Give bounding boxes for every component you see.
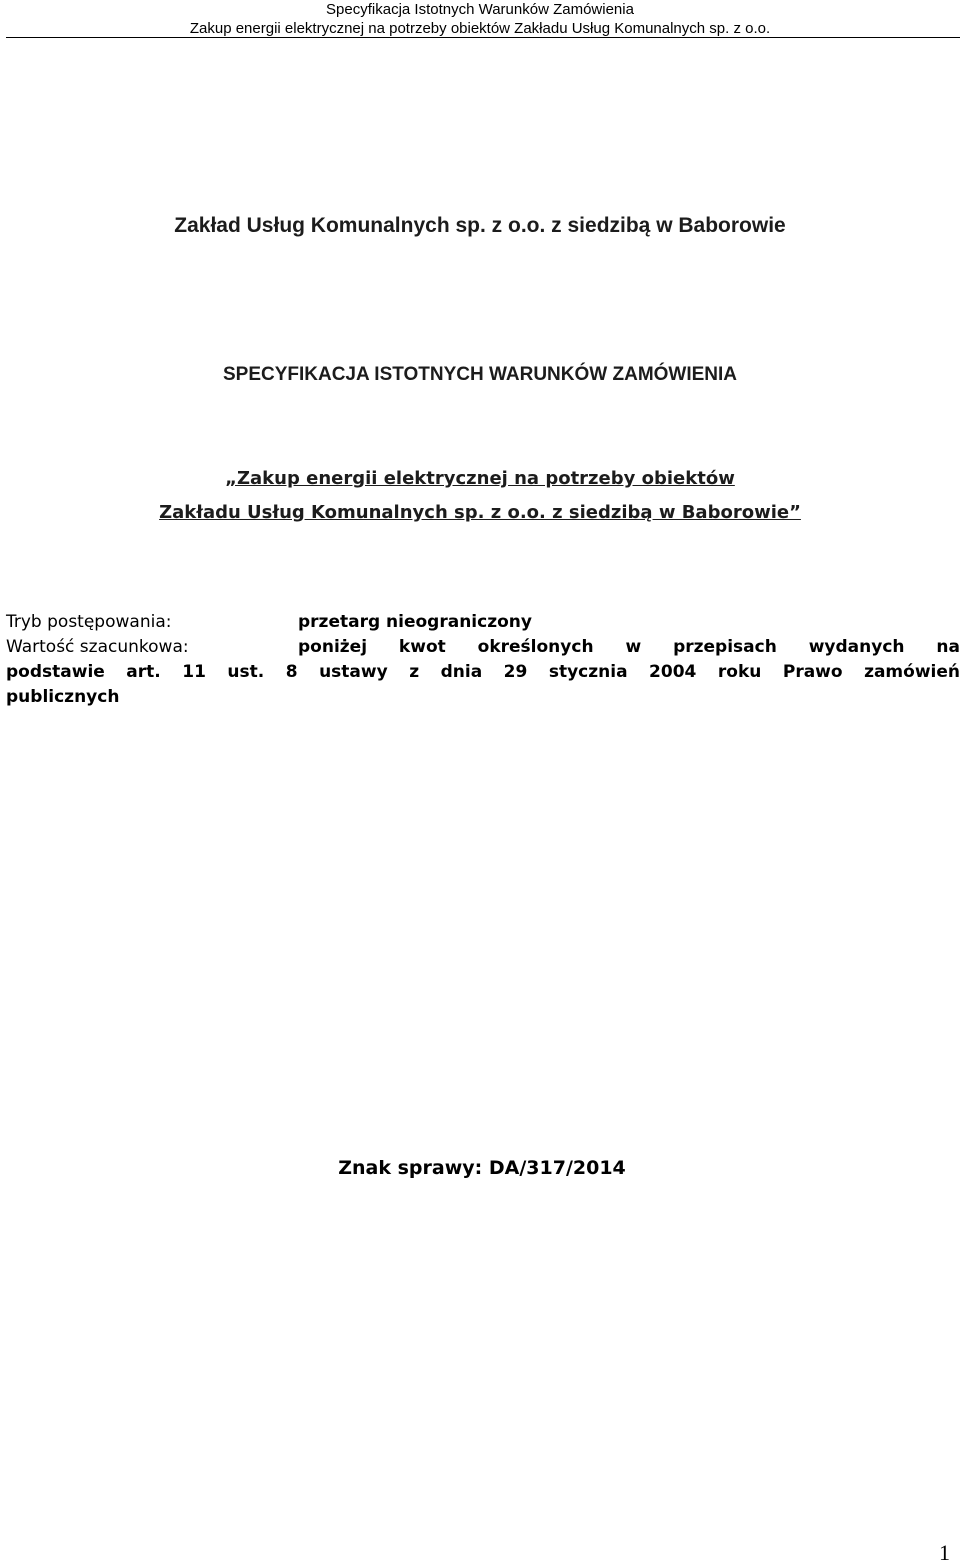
page-number: 1 <box>939 1540 950 1565</box>
estimated-value-line-2: podstawie art. 11 ust. 8 ustawy z dnia 29 stycznia 2004 roku Prawo zamówień <box>6 662 960 682</box>
header-rule <box>6 37 960 38</box>
procurement-subject <box>0 462 960 530</box>
case-number: Znak sprawy: DA/317/2014 <box>338 1157 626 1179</box>
document-title: SPECYFIKACJA ISTOTNYCH WARUNKÓW ZAMÓWIENIA <box>222 364 738 385</box>
header-line-2: Zakup energii elektrycznej na potrzeby obiektów Zakładu Usług Komunalnych sp. z o.o. <box>189 20 771 37</box>
procurement-parameters <box>6 610 960 710</box>
estimated-value-line-3: publicznych <box>6 687 120 707</box>
subject-line-1: „Zakup energii elektrycznej na potrzeby obiektów <box>225 468 735 489</box>
estimated-value-label: Wartość szacunkowa: <box>6 637 189 657</box>
running-header <box>0 0 960 38</box>
procedure-row <box>6 610 960 635</box>
subject-line-2: Zakładu Usług Komunalnych sp. z o.o. z siedzibą w Baborowie” <box>159 502 801 523</box>
procedure-value: przetarg nieograniczony <box>298 612 532 632</box>
organization-name: Zakład Usług Komunalnych sp. z o.o. z siedzibą w Baborowie <box>174 214 786 237</box>
estimated-value-line-1: poniżej kwot określonych w przepisach wydanych na <box>298 637 960 657</box>
estimated-value-row <box>6 635 960 660</box>
header-line-1: Specyfikacja Istotnych Warunków Zamówienia <box>326 1 634 18</box>
procedure-label: Tryb postępowania: <box>6 612 172 632</box>
